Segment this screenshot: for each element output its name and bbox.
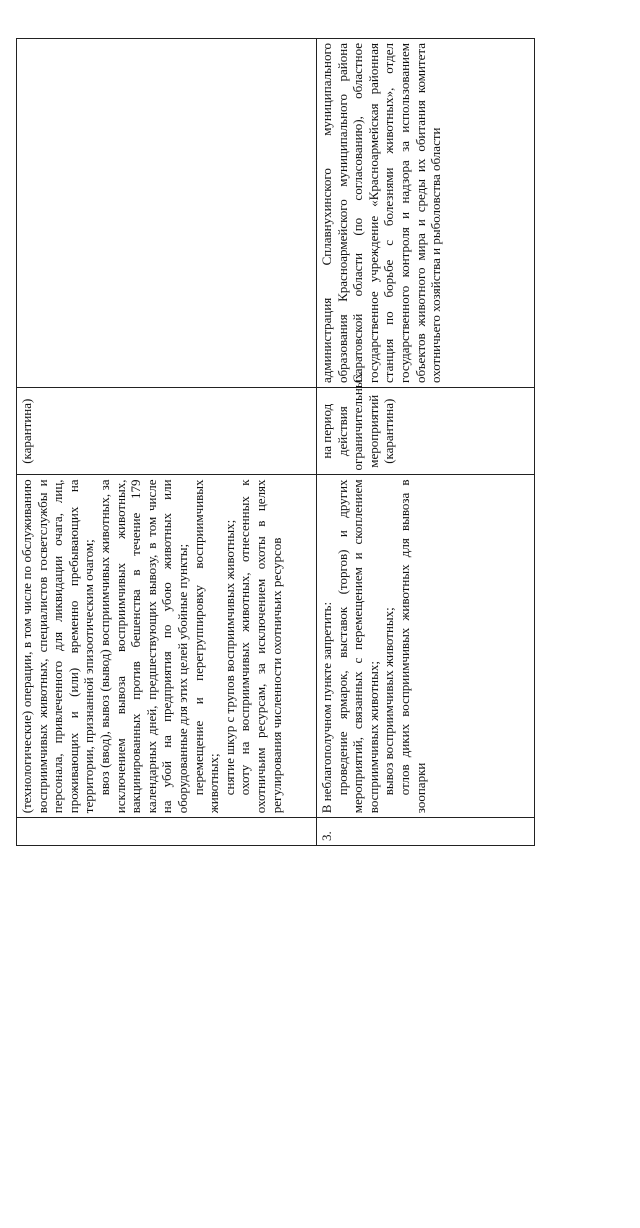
measures-cell [317, 475, 535, 818]
measure-paragraph: перемещение и перегруппировку восприимчивых животных; [190, 479, 222, 814]
rotated-table-sheet [16, 38, 535, 846]
measure-paragraph: вывоз восприимчивых животных; [381, 607, 397, 796]
table-row [17, 39, 317, 846]
measure-paragraph: охоту на восприимчивых животных, отнесенных к охотничьим ресурсам, за исключением охоты в целях регулирования численности охотничьих ресурсов [237, 479, 284, 814]
measure-paragraph: В неблагополучном пункте запретить: [319, 601, 334, 814]
responsible-cell: администрация Сплавнухинского муниципального образования Красноармейского муниципального района Саратовской области (по согласованию), областное государственное учреждение «Красноармейская районная станция по борьбе с болезнями животных», отдел государственного контроля и надзора за использованием объектов животного мира и среды их обитания комитета охотничьего хозяйства и рыболовства области [317, 39, 535, 388]
period-cell: (карантина) [17, 387, 317, 474]
table-row [317, 39, 535, 846]
measure-paragraph: снятие шкур с трупов восприимчивых животных; [221, 519, 237, 796]
measures-cell [17, 475, 317, 818]
measures-table [16, 38, 535, 846]
measure-paragraph: (технологические) операции, в том числе по обслуживанию восприимчивых животных, специалистов госветслужбы и персонала, привлеченного для ликвидации очага, лиц, проживающих и (или) временно пребывающих на территории, признанной эпизоотическим очагом; [19, 479, 97, 814]
row-number-cell [17, 818, 317, 846]
measure-paragraph: отлов диких восприимчивых животных для вывоза в зоопарки [396, 479, 428, 814]
row-number-cell: 3. [317, 818, 535, 846]
period-cell: на период действия ограничительных мероприятий (карантина) [317, 387, 535, 474]
responsible-cell [17, 39, 317, 388]
measure-paragraph: ввоз (ввод), вывоз (вывод) восприимчивых животных, за исключением вывоза восприимчивых животных, вакцинированных против бешенства в течение 179 календарных дней, предшествующих вывозу, в том числе на убой на предприятия по убою животных или оборудованные для этих целей убойные пункты; [96, 479, 190, 814]
measure-paragraph: проведение ярмарок, выставок (торгов) и других мероприятий, связанных с перемещением и скоплением восприимчивых животных; [334, 479, 381, 814]
